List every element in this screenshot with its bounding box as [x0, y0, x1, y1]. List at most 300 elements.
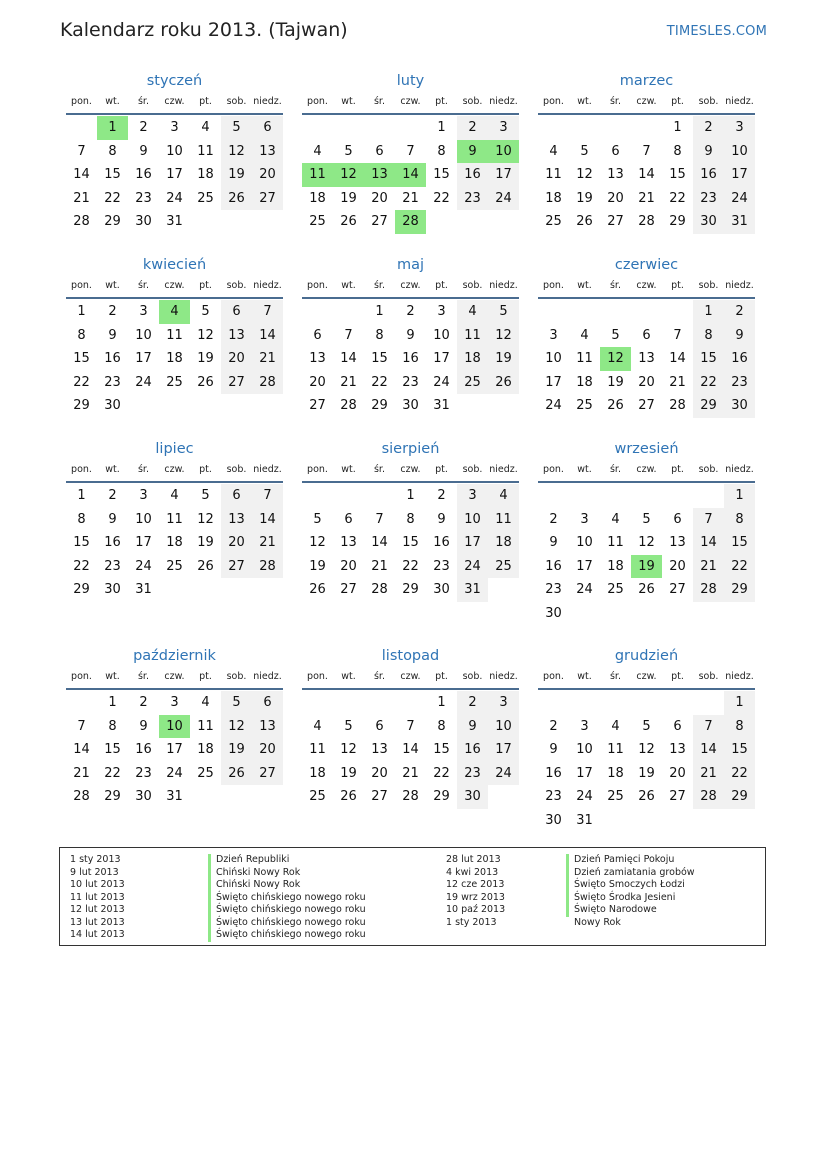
day-cell: 26: [638, 582, 655, 597]
weekday-label: pt.: [199, 464, 212, 475]
day-cell: 29: [73, 398, 90, 413]
month-calendar: [538, 647, 755, 832]
empty-cell: [693, 809, 724, 833]
day-cell: 30: [545, 812, 562, 828]
day-cell: 6: [642, 327, 651, 343]
day-cell: 19: [488, 347, 519, 371]
day-cell: 13: [309, 351, 326, 366]
day-cell: 5: [344, 143, 353, 159]
day-cell: 12: [309, 535, 326, 550]
legend-date: 13 lut 2013: [70, 916, 125, 928]
empty-cell: [631, 300, 662, 324]
day-cell: 14: [669, 351, 686, 366]
day-cell: 28: [402, 789, 419, 804]
legend-date: 1 sty 2013: [446, 916, 497, 928]
day-cell: 9: [724, 324, 755, 348]
day-cell: 28: [669, 398, 686, 413]
day-cell: 28: [371, 582, 388, 597]
day-cell: 7: [344, 327, 353, 343]
empty-cell: [488, 785, 519, 809]
weekday-label: sob.: [226, 671, 247, 682]
legend-holiday-name: Święto Środka Jesieni: [566, 892, 695, 905]
day-cell: 8: [108, 718, 117, 734]
day-cell: 12: [340, 742, 357, 757]
day-grid: [66, 484, 283, 602]
day-cell: 23: [104, 374, 121, 390]
weekday-header: [302, 666, 519, 690]
day-cell: 23: [104, 558, 121, 574]
empty-cell: [662, 300, 693, 324]
day-cell: 8: [77, 511, 86, 527]
day-cell: 25: [309, 214, 326, 229]
day-cell: 13: [638, 351, 655, 366]
day-cell: 25: [576, 398, 593, 413]
day-cell: 7: [77, 718, 86, 734]
day-cell: 27: [669, 789, 686, 804]
holiday-day-cell: 4: [159, 300, 190, 324]
day-cell: 12: [221, 715, 252, 739]
month-calendar: [66, 256, 283, 418]
day-cell: 15: [371, 351, 388, 366]
day-cell: 29: [433, 789, 450, 804]
day-cell: 4: [313, 143, 322, 159]
day-cell: 22: [104, 765, 121, 781]
day-cell: 2: [139, 120, 148, 135]
day-cell: 13: [371, 742, 388, 757]
weekday-label: czw.: [400, 96, 421, 107]
day-cell: 9: [437, 511, 446, 527]
empty-cell: [538, 300, 569, 324]
day-cell: 25: [607, 582, 624, 597]
weekday-label: niedz.: [253, 464, 282, 475]
day-cell: 15: [433, 742, 450, 757]
day-cell: 4: [549, 143, 558, 159]
legend-names-right: [566, 854, 695, 929]
weekday-label: niedz.: [253, 280, 282, 291]
weekday-label: wt.: [577, 464, 592, 475]
day-cell: 23: [724, 371, 755, 395]
weekday-label: śr.: [137, 280, 149, 291]
weekday-header: [302, 459, 519, 483]
legend-holiday-name: Święto chińskiego nowego roku: [208, 917, 366, 930]
day-cell: 16: [457, 738, 488, 762]
weekday-label: wt.: [341, 671, 356, 682]
day-cell: 11: [197, 143, 214, 159]
month-name: październik: [133, 648, 216, 664]
weekday-label: pon.: [543, 464, 564, 475]
day-cell: 25: [545, 214, 562, 229]
empty-cell: [569, 484, 600, 508]
day-cell: 21: [638, 190, 655, 206]
day-cell: 13: [669, 535, 686, 550]
legend-date: 14 lut 2013: [70, 929, 125, 940]
empty-cell: [395, 691, 426, 715]
day-cell: 25: [197, 765, 214, 781]
month-name: czerwiec: [614, 257, 679, 273]
weekday-label: czw.: [400, 464, 421, 475]
day-cell: 16: [135, 167, 152, 182]
weekday-label: śr.: [137, 96, 149, 107]
empty-cell: [364, 116, 395, 140]
day-cell: 30: [457, 785, 488, 809]
day-cell: 8: [375, 327, 384, 343]
legend-date: 12 cze 2013: [446, 879, 505, 890]
day-cell: 7: [252, 484, 283, 508]
weekday-label: pon.: [71, 96, 92, 107]
day-cell: 22: [433, 765, 450, 781]
month-name: styczeń: [146, 73, 203, 89]
brand-link[interactable]: TIMESLES.COM: [666, 24, 767, 39]
day-cell: 5: [344, 718, 353, 734]
day-cell: 1: [108, 695, 117, 710]
empty-cell: [302, 691, 333, 715]
empty-cell: [693, 691, 724, 715]
day-cell: 11: [607, 742, 624, 757]
month-name: luty: [396, 73, 425, 89]
day-cell: 11: [607, 535, 624, 550]
day-cell: 8: [673, 143, 682, 159]
day-cell: 22: [73, 374, 90, 390]
day-cell: 21: [252, 531, 283, 555]
day-cell: 11: [197, 718, 214, 734]
day-cell: 8: [437, 143, 446, 159]
day-cell: 3: [488, 691, 519, 715]
legend-date: 10 paź 2013: [446, 904, 506, 915]
empty-cell: [190, 785, 221, 809]
day-cell: 9: [139, 718, 148, 734]
day-cell: 23: [457, 762, 488, 786]
day-cell: 2: [437, 488, 446, 503]
day-cell: 15: [693, 347, 724, 371]
day-cell: 5: [580, 143, 589, 159]
weekday-label: sob.: [462, 464, 483, 475]
empty-cell: [662, 602, 693, 626]
day-cell: 3: [139, 488, 148, 503]
day-cell: 28: [252, 371, 283, 395]
day-cell: 18: [166, 351, 183, 366]
day-cell: 9: [549, 742, 558, 757]
legend-date: 12 lut 2013: [70, 904, 125, 915]
day-cell: 24: [724, 187, 755, 211]
empty-cell: [488, 578, 519, 602]
day-cell: 27: [309, 398, 326, 413]
day-cell: 8: [108, 143, 117, 159]
day-cell: 5: [221, 691, 252, 715]
day-cell: 17: [576, 558, 593, 574]
day-cell: 10: [135, 511, 152, 527]
empty-cell: [693, 484, 724, 508]
day-cell: 21: [693, 555, 724, 579]
day-cell: 12: [197, 511, 214, 527]
day-cell: 21: [73, 765, 90, 781]
legend-holiday-name: Święto chińskiego nowego roku: [208, 929, 366, 942]
day-cell: 18: [545, 190, 562, 206]
day-cell: 27: [221, 371, 252, 395]
day-cell: 2: [549, 511, 558, 527]
empty-cell: [66, 116, 97, 140]
weekday-label: czw.: [400, 280, 421, 291]
weekday-label: czw.: [164, 671, 185, 682]
legend-holiday-name: Święto chińskiego nowego roku: [208, 892, 366, 905]
empty-cell: [569, 116, 600, 140]
weekday-label: wt.: [341, 96, 356, 107]
empty-cell: [600, 116, 631, 140]
weekday-label: niedz.: [253, 671, 282, 682]
day-cell: 2: [693, 116, 724, 140]
day-grid: [302, 691, 519, 809]
day-cell: 4: [580, 327, 589, 343]
day-cell: 20: [340, 558, 357, 574]
day-cell: 20: [607, 190, 624, 206]
weekday-label: pt.: [435, 464, 448, 475]
day-cell: 14: [252, 324, 283, 348]
weekday-label: niedz.: [489, 671, 518, 682]
day-cell: 2: [108, 488, 117, 503]
day-cell: 28: [73, 214, 90, 229]
day-cell: 24: [576, 789, 593, 804]
day-cell: 10: [166, 143, 183, 159]
weekday-label: niedz.: [489, 464, 518, 475]
weekday-label: pon.: [71, 671, 92, 682]
day-cell: 11: [166, 327, 183, 343]
weekday-label: wt.: [341, 280, 356, 291]
day-cell: 14: [73, 742, 90, 757]
day-cell: 19: [221, 738, 252, 762]
day-cell: 19: [197, 351, 214, 366]
empty-cell: [221, 578, 252, 602]
month-name: grudzień: [614, 648, 679, 664]
day-cell: 22: [433, 190, 450, 206]
day-cell: 26: [576, 214, 593, 229]
day-cell: 11: [309, 742, 326, 757]
day-cell: 23: [433, 558, 450, 574]
day-cell: 20: [252, 738, 283, 762]
weekday-label: śr.: [373, 671, 385, 682]
weekday-label: sob.: [698, 96, 719, 107]
weekday-header: [538, 459, 755, 483]
day-cell: 6: [221, 300, 252, 324]
day-cell: 30: [135, 789, 152, 804]
day-cell: 25: [607, 789, 624, 804]
month-name: maj: [396, 257, 425, 273]
day-cell: 22: [693, 371, 724, 395]
day-grid: [538, 300, 755, 418]
weekday-label: wt.: [577, 96, 592, 107]
day-cell: 18: [457, 347, 488, 371]
day-cell: 22: [402, 558, 419, 574]
day-cell: 15: [104, 167, 121, 182]
day-cell: 12: [576, 167, 593, 182]
empty-cell: [724, 602, 755, 626]
day-cell: 16: [135, 742, 152, 757]
day-cell: 9: [108, 327, 117, 343]
day-cell: 27: [638, 398, 655, 413]
day-cell: 15: [433, 167, 450, 182]
day-grid: [538, 691, 755, 832]
weekday-label: pon.: [543, 96, 564, 107]
day-cell: 22: [669, 190, 686, 206]
day-cell: 29: [669, 214, 686, 229]
weekday-label: pon.: [543, 280, 564, 291]
day-cell: 21: [340, 374, 357, 390]
legend-holiday-name: Dzień zamiatania grobów: [566, 867, 695, 880]
day-cell: 2: [724, 300, 755, 324]
empty-cell: [221, 394, 252, 418]
weekday-label: wt.: [105, 464, 120, 475]
weekday-label: sob.: [226, 464, 247, 475]
weekday-label: pt.: [199, 280, 212, 291]
weekday-label: niedz.: [489, 280, 518, 291]
day-cell: 12: [221, 140, 252, 164]
day-cell: 1: [724, 691, 755, 715]
holiday-day-cell: 28: [395, 210, 426, 234]
weekday-label: śr.: [373, 96, 385, 107]
holiday-day-cell: 1: [97, 116, 128, 140]
day-cell: 12: [638, 535, 655, 550]
day-cell: 29: [73, 582, 90, 597]
day-cell: 30: [104, 582, 121, 597]
weekday-label: pt.: [199, 96, 212, 107]
day-cell: 26: [197, 374, 214, 390]
day-cell: 16: [545, 558, 562, 574]
legend-holiday-name: Chiński Nowy Rok: [208, 879, 366, 892]
holiday-day-cell: 11: [302, 163, 333, 187]
day-cell: 16: [693, 163, 724, 187]
empty-cell: [333, 691, 364, 715]
day-cell: 8: [724, 715, 755, 739]
weekday-label: śr.: [373, 280, 385, 291]
day-cell: 11: [488, 508, 519, 532]
day-cell: 24: [433, 374, 450, 390]
empty-cell: [364, 484, 395, 508]
weekday-label: śr.: [137, 671, 149, 682]
day-cell: 1: [77, 304, 86, 319]
day-cell: 7: [406, 718, 415, 734]
day-cell: 27: [340, 582, 357, 597]
day-cell: 23: [135, 765, 152, 781]
empty-cell: [631, 691, 662, 715]
day-cell: 28: [73, 789, 90, 804]
empty-cell: [693, 602, 724, 626]
day-cell: 5: [201, 488, 210, 503]
empty-cell: [128, 394, 159, 418]
day-cell: 13: [607, 167, 624, 182]
weekday-label: wt.: [577, 671, 592, 682]
day-cell: 21: [402, 765, 419, 781]
day-cell: 27: [252, 187, 283, 211]
legend-date: 28 lut 2013: [446, 854, 501, 865]
day-cell: 13: [221, 324, 252, 348]
day-cell: 16: [724, 347, 755, 371]
day-cell: 8: [724, 508, 755, 532]
day-cell: 5: [488, 300, 519, 324]
day-cell: 11: [457, 324, 488, 348]
day-cell: 1: [406, 488, 415, 503]
legend-date: 4 kwi 2013: [446, 866, 499, 878]
legend-holiday-name: Święto Narodowe: [566, 904, 695, 917]
month-calendar: [302, 72, 519, 234]
day-cell: 5: [611, 327, 620, 343]
day-cell: 18: [607, 558, 624, 574]
weekday-header: [66, 275, 283, 299]
day-cell: 6: [252, 691, 283, 715]
day-cell: 24: [135, 558, 152, 574]
empty-cell: [221, 210, 252, 234]
month-calendar: [302, 256, 519, 418]
weekday-header: [66, 459, 283, 483]
day-cell: 14: [340, 351, 357, 366]
day-cell: 7: [693, 715, 724, 739]
day-cell: 25: [309, 789, 326, 804]
day-cell: 7: [673, 327, 682, 343]
empty-cell: [221, 785, 252, 809]
day-cell: 20: [221, 347, 252, 371]
day-cell: 26: [638, 789, 655, 804]
holiday-day-cell: 10: [488, 140, 519, 164]
day-cell: 10: [433, 327, 450, 343]
day-cell: 17: [135, 535, 152, 550]
day-cell: 18: [488, 531, 519, 555]
weekday-label: sob.: [226, 96, 247, 107]
day-cell: 21: [252, 347, 283, 371]
empty-cell: [662, 484, 693, 508]
day-cell: 27: [669, 582, 686, 597]
day-cell: 30: [402, 398, 419, 413]
day-cell: 27: [607, 214, 624, 229]
weekday-label: śr.: [373, 464, 385, 475]
day-cell: 24: [457, 555, 488, 579]
weekday-header: [66, 666, 283, 690]
weekday-header: [302, 91, 519, 115]
empty-cell: [252, 210, 283, 234]
day-cell: 14: [638, 167, 655, 182]
weekday-label: sob.: [698, 464, 719, 475]
month-calendar: [538, 72, 755, 234]
day-cell: 10: [576, 535, 593, 550]
day-cell: 13: [669, 742, 686, 757]
weekday-label: czw.: [164, 280, 185, 291]
day-cell: 24: [135, 374, 152, 390]
day-cell: 22: [104, 190, 121, 206]
day-cell: 17: [166, 167, 183, 182]
weekday-label: pon.: [71, 464, 92, 475]
day-cell: 24: [166, 190, 183, 206]
weekday-label: niedz.: [725, 464, 754, 475]
day-cell: 21: [693, 762, 724, 786]
day-cell: 20: [252, 163, 283, 187]
empty-cell: [190, 578, 221, 602]
day-cell: 14: [371, 535, 388, 550]
day-cell: 3: [580, 511, 589, 527]
day-cell: 24: [488, 187, 519, 211]
empty-cell: [333, 116, 364, 140]
month-calendar: [302, 440, 519, 602]
day-cell: 3: [488, 116, 519, 140]
day-cell: 20: [371, 765, 388, 781]
day-cell: 30: [545, 605, 562, 621]
day-cell: 17: [488, 163, 519, 187]
day-cell: 1: [375, 304, 384, 319]
weekday-label: czw.: [164, 96, 185, 107]
month-name: kwiecień: [142, 257, 207, 273]
weekday-label: czw.: [636, 671, 657, 682]
weekday-header: [538, 666, 755, 690]
day-cell: 24: [545, 398, 562, 413]
empty-cell: [252, 394, 283, 418]
day-cell: 4: [457, 300, 488, 324]
day-cell: 21: [73, 190, 90, 206]
day-cell: 16: [104, 351, 121, 366]
